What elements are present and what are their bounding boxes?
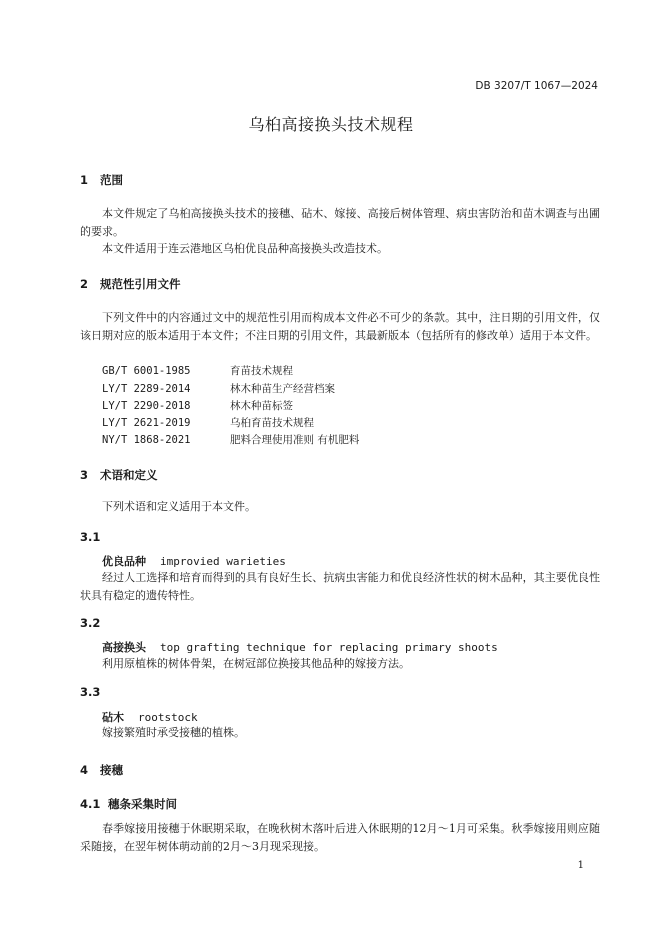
section-3-paragraph-1: 下列术语和定义适用于本文件。: [102, 500, 256, 513]
section-number: 4: [80, 763, 89, 777]
section-title: 接穗: [100, 763, 124, 777]
page-number: 1: [577, 860, 584, 871]
term-english: improvied warieties: [160, 555, 286, 568]
section-number: 2: [80, 277, 89, 291]
term-3-2-number: 3.2: [80, 616, 101, 630]
section-title: 范围: [100, 173, 124, 187]
section-4-1-heading: [80, 796, 177, 812]
section-1-heading: [80, 172, 123, 188]
reference-code: GB/T 6001-1985: [102, 365, 191, 377]
document-number: DB 3207/T 1067—2024: [475, 80, 598, 92]
page-title: 乌桕高接换头技术规程: [248, 115, 414, 134]
section-number: 1: [80, 173, 89, 187]
reference-name: 林木种苗标签: [230, 400, 293, 412]
reference-name: 育苗技术规程: [230, 365, 293, 377]
reference-name: 乌桕育苗技术规程: [230, 417, 314, 429]
reference-item: [102, 432, 359, 447]
term-3-3-number: 3.3: [80, 685, 101, 699]
section-title: 穗条采集时间: [108, 797, 178, 811]
reference-code: LY/T 2290-2018: [102, 400, 191, 412]
term-3-3-definition: 嫁接繁殖时承受接穗的植株。: [102, 726, 245, 739]
reference-item: [102, 398, 293, 413]
section-number: 3: [80, 468, 89, 482]
reference-code: LY/T 2289-2014: [102, 383, 191, 395]
section-title: 规范性引用文件: [100, 277, 181, 291]
term-3-3: [102, 709, 198, 725]
reference-item: [102, 363, 293, 378]
section-2-paragraph-1: 下列文件中的内容通过文中的规范性引用而构成本文件必不可少的条款。其中，注日期的引用文件，仅该日期对应的版本适用于本文件；不注日期的引用文件，其最新版本（包括所有的修改单）适用于本文件。: [80, 311, 600, 342]
section-number: 4.1: [80, 797, 101, 811]
term-chinese: 砧木: [102, 711, 124, 724]
section-1-paragraph-1: 本文件规定了乌桕高接换头技术的接穗、砧木、嫁接、高接后树体管理、病虫害防治和苗木调查与出圃的要求。: [80, 207, 600, 238]
reference-item: [102, 415, 314, 430]
reference-code: LY/T 2621-2019: [102, 417, 191, 429]
section-4-heading: [80, 762, 123, 778]
term-3-2: [102, 639, 498, 655]
term-3-2-definition: 利用原植株的树体骨架，在树冠部位换接其他品种的嫁接方法。: [102, 657, 410, 670]
term-chinese: 优良品种: [102, 555, 146, 568]
reference-name: 肥料合理使用准则 有机肥料: [230, 434, 360, 446]
section-title: 术语和定义: [100, 468, 158, 482]
term-english: top grafting technique for replacing primary shoots: [160, 641, 498, 654]
section-1-paragraph-2: 本文件适用于连云港地区乌桕优良品种高接换头改造技术。: [102, 242, 388, 255]
term-3-1: [102, 553, 286, 569]
term-english: rootstock: [138, 711, 198, 724]
term-3-1-definition: 经过人工选择和培育而得到的具有良好生长、抗病虫害能力和优良经济性状的树木品种，其主要优良性状具有稳定的遗传特性。: [80, 571, 600, 602]
section-3-heading: [80, 467, 158, 483]
reference-name: 林木种苗生产经营档案: [230, 383, 335, 395]
section-2-heading: [80, 276, 181, 292]
reference-item: [102, 381, 335, 396]
section-4-1-paragraph-1: 春季嫁接用接穗于休眠期采取，在晚秋树木落叶后进入休眠期的12月～1月可采集。秋季嫁接用则应随采随接，在翌年树体萌动前的2月～3月现采现接。: [80, 822, 600, 853]
term-3-1-number: 3.1: [80, 530, 101, 544]
term-chinese: 高接换头: [102, 641, 146, 654]
reference-code: NY/T 1868-2021: [102, 434, 191, 446]
